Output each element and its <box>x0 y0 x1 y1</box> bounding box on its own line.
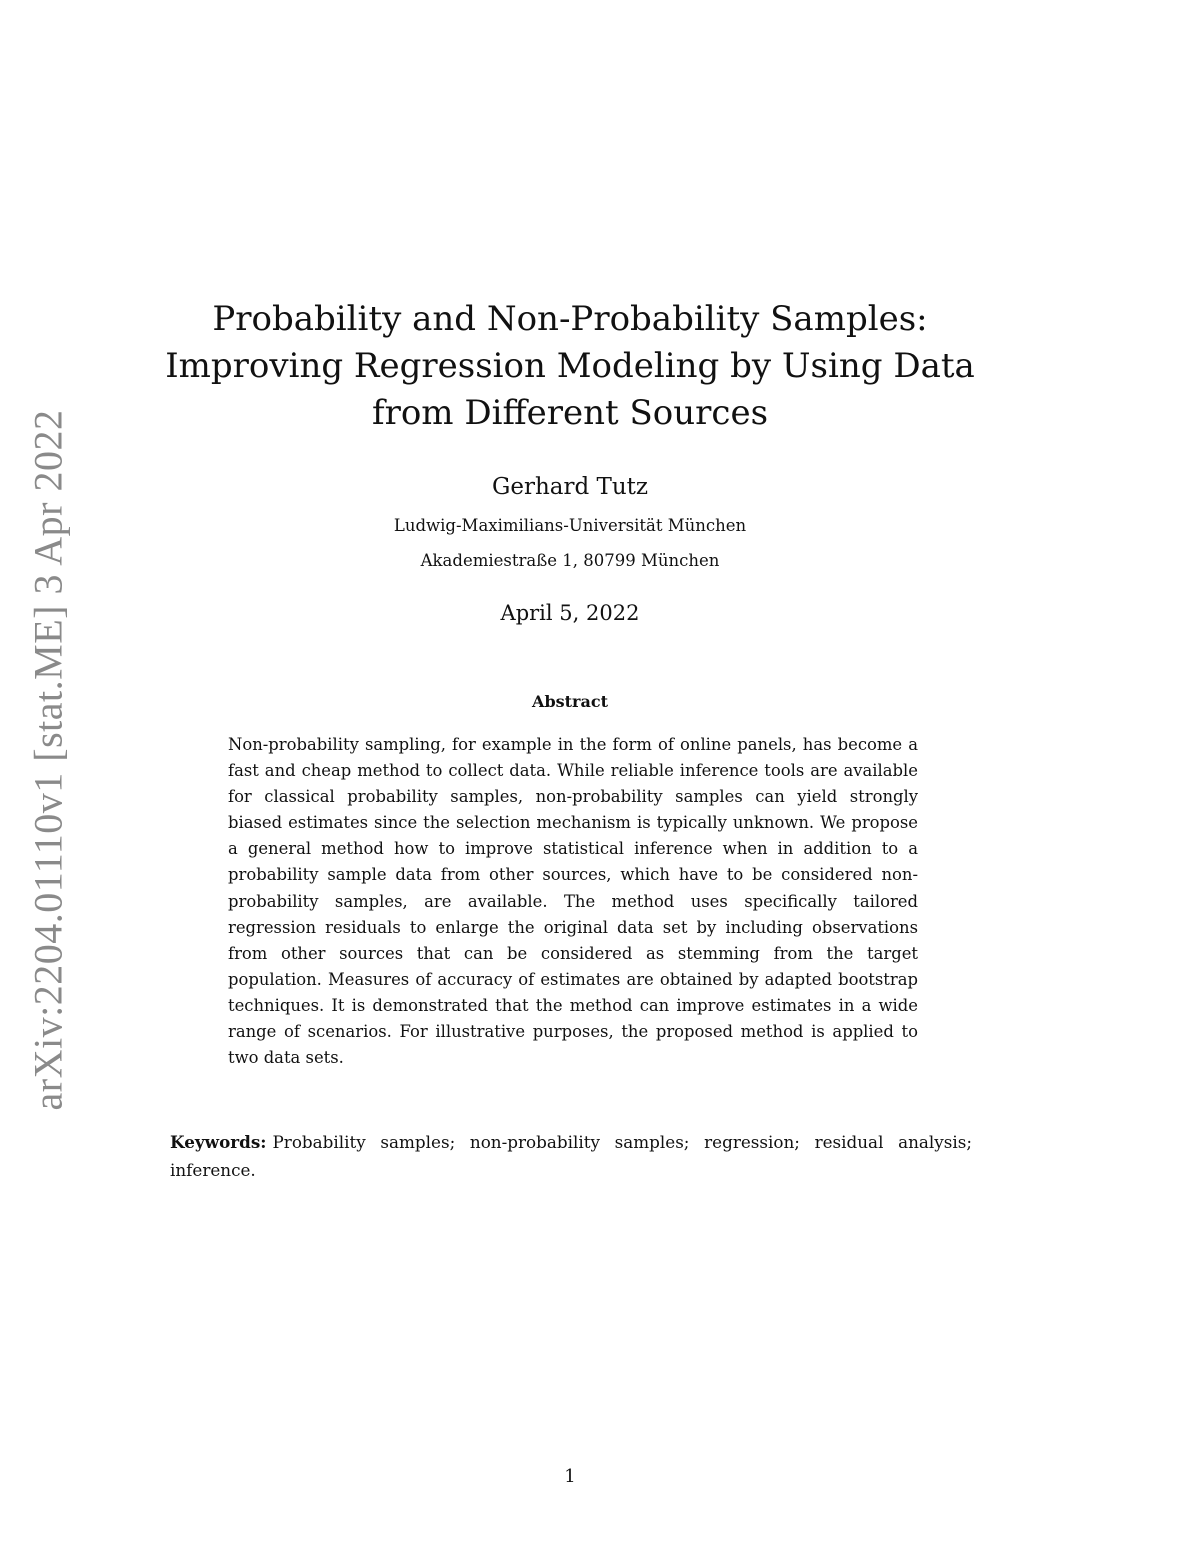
keywords-label: Keywords: <box>170 1132 267 1152</box>
paper-title <box>130 296 1010 437</box>
affiliation-institution: Ludwig-Maximilians-Universität München <box>393 516 747 535</box>
keywords-section <box>170 1128 972 1184</box>
title-line-1: Probability and Non-Probability Samples: <box>212 299 928 339</box>
title-line-3: from Different Sources <box>371 393 769 433</box>
publication-date: April 5, 2022 <box>500 601 640 625</box>
affiliation-address: Akademiestraße 1, 80799 München <box>420 551 720 570</box>
keywords-text: Probability samples; non-probability samples; regression; residual analysis; inference. <box>170 1132 972 1180</box>
abstract-heading: Abstract <box>532 692 608 711</box>
arxiv-identifier-stamp: arXiv:2204.01110v1 [stat.ME] 3 Apr 2022 <box>25 409 71 1111</box>
page-number: 1 <box>564 1466 576 1487</box>
abstract-text: Non-probability sampling, for example in the form of online panels, has become a fast and cheap method to collect data. While reliable inference tools are available for classical probability samples, non-probability samples can yield strongly biased estimates since the selection mechanism is typically unknown. We propose a general method how to improve statistical inference when in addition to a probability sample data from other sources, which have to be considered non-probability samples, are available. The method uses specifically tailored regression residuals to enlarge the original data set by including observations from other sources that can be considered as stemming from the target population. Measures of accuracy of estimates are obtained by adapted bootstrap techniques. It is demonstrated that the method can improve estimates in a wide range of scenarios. For illustrative purposes, the proposed method is applied to two data sets. <box>228 735 918 1068</box>
author-name: Gerhard Tutz <box>491 474 649 500</box>
title-line-2: Improving Regression Modeling by Using Data <box>165 346 975 386</box>
